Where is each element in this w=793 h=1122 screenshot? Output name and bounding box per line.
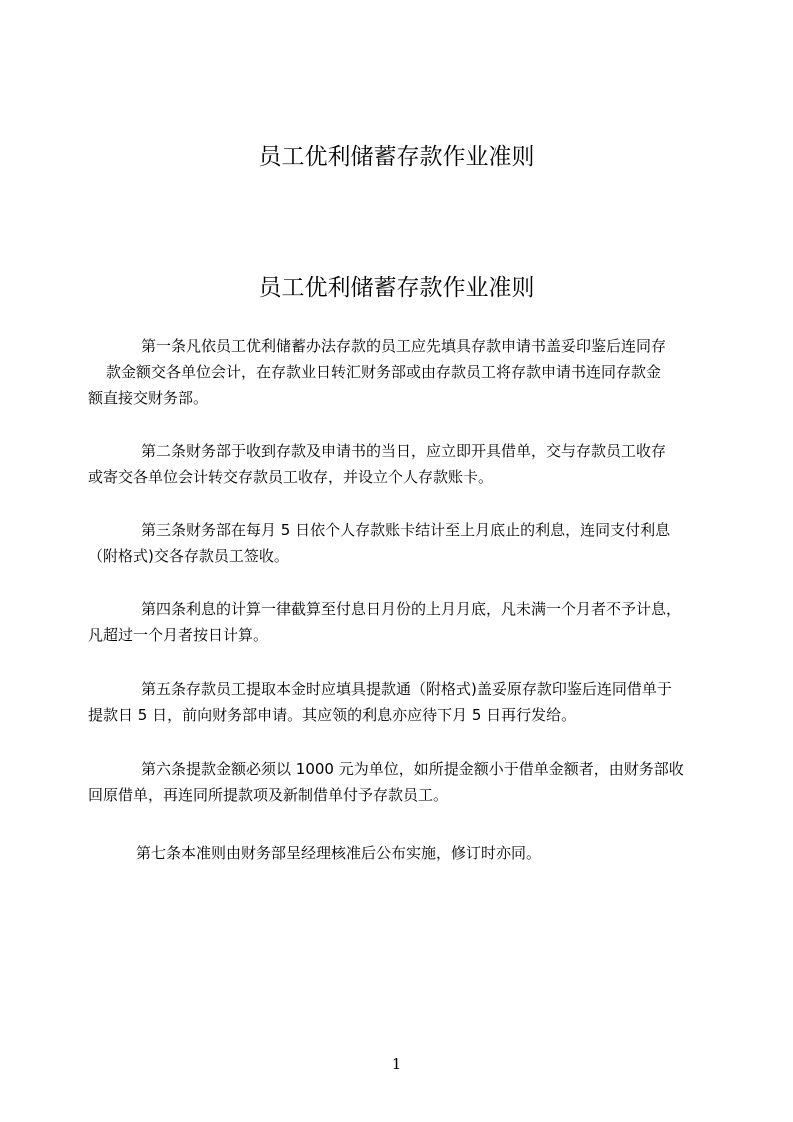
header-title: 员工优利储蓄存款作业准则: [258, 144, 535, 170]
article-1-line-3: 额直接交财务部。: [88, 389, 209, 407]
article-7: [88, 840, 541, 866]
article-1-line-1: 第一条凡依员工优利储蓄办法存款的员工应先填具存款申请书盖妥印鉴后连同存: [141, 337, 667, 355]
article-3-line-2: （附格式)交各存款员工签收。: [88, 547, 289, 565]
article-5-line-1: 第五条存款员工提取本金时应填具提款通（附格式)盖妥原存款印鉴后连同借单于: [141, 680, 672, 698]
article-2-line-1: 第二条财务部于收到存款及申请书的当日，应立即开具借单，交与存款员工收存: [141, 442, 667, 460]
article-3: [88, 517, 670, 569]
article-5-line-2: 提款日 5 日，前向财务部申请。其应领的利息亦应待下月 5 日再行发给。: [88, 706, 577, 724]
article-6: [88, 756, 684, 808]
article-3-line-1: 第三条财务部在每月 5 日依个人存款账卡结计至上月底止的利息，连同支付利息: [141, 521, 671, 539]
article-1: [88, 333, 666, 411]
article-6-line-2: 回原借单，再连同所提款项及新制借单付予存款员工。: [88, 786, 449, 804]
article-4-line-1: 第四条利息的计算一律截算至付息日月份的上月月底，凡未满一个月者不予计息，: [141, 600, 682, 618]
article-5: [88, 676, 672, 728]
document-title: 员工优利储蓄存款作业准则: [258, 275, 535, 301]
article-7-line-1: 第七条本准则由财务部呈经理核准后公布实施，修订时亦同。: [136, 844, 542, 862]
article-6-line-1: 第六条提款金额必须以 1000 元为单位，如所提金额小于借单金额者，由财务部收: [141, 760, 684, 778]
article-4: [88, 596, 681, 648]
article-2: [88, 438, 666, 490]
page-number: 1: [391, 1055, 402, 1073]
article-1-line-2: 款金额交各单位会计，在存款业日转汇财务部或由存款员工将存款申请书连同存款金: [106, 363, 662, 381]
article-2-line-2: 或寄交各单位会计转交存款员工收存，并设立个人存款账卡。: [88, 468, 494, 486]
article-4-line-2: 凡超过一个月者按日计算。: [88, 626, 269, 644]
